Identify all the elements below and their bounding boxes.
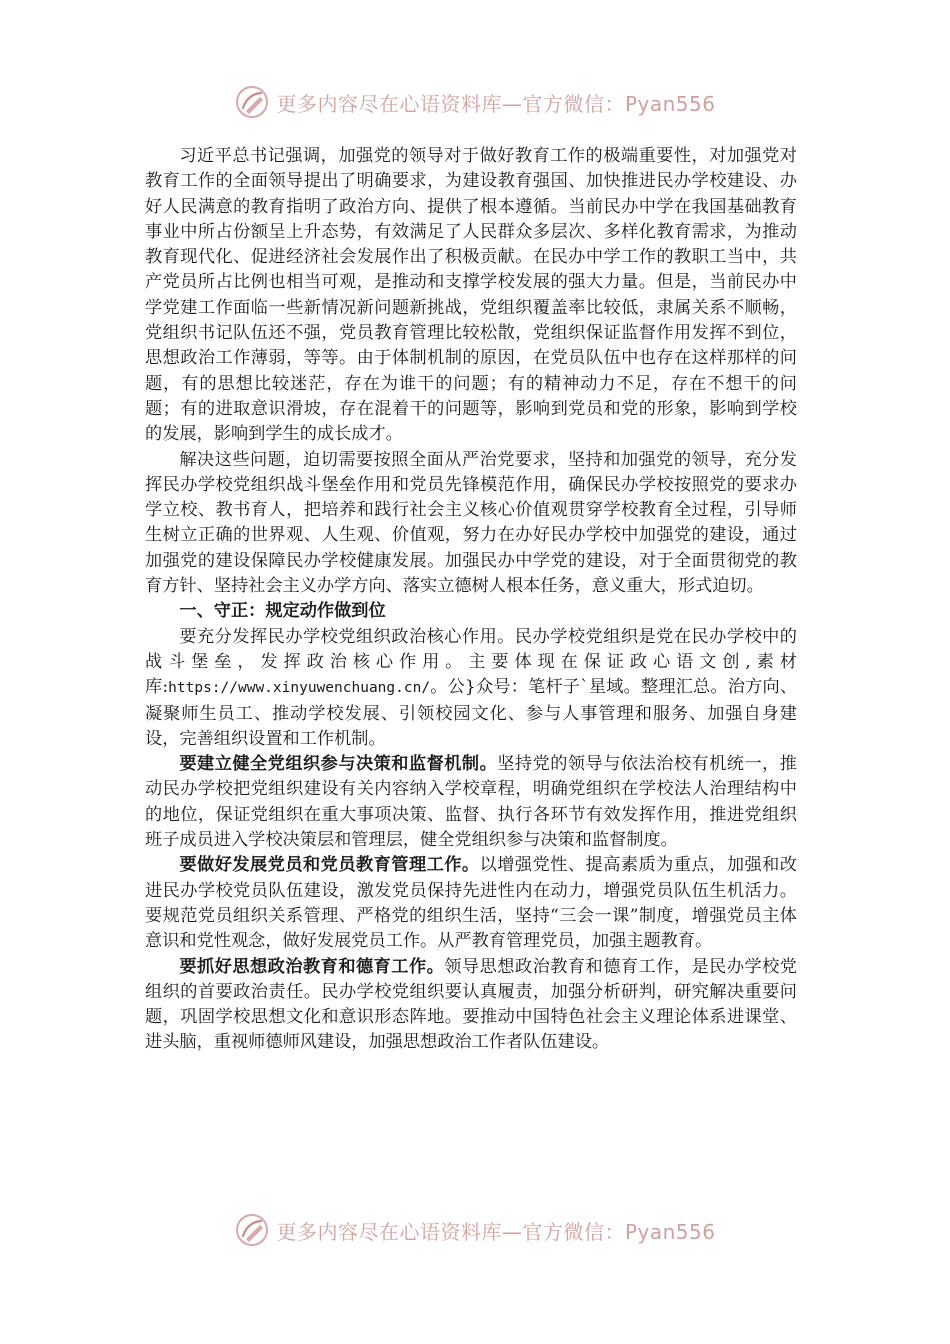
document-body xyxy=(145,144,797,1056)
paragraph-decision-mechanism xyxy=(145,752,797,853)
header-watermark-banner xyxy=(0,82,950,122)
paragraph-solution: 解决这些问题，迫切需要按照全面从严治党要求，坚持和加强党的领导，充分发挥民办学校党组织战斗堡垒作用和党员先锋模范作用，确保民办学校按照党的要求办学立校、教书育人，把培养和践行社会主义核心价值观贯穿学校教育全过程，引导师生树立正确的世界观、人生观、价值观，努力在办好民办学校中加强党的建设，通过加强党的建设保障民办学校健康发展。加强民办中学党的建设，对于全面贯彻党的教育方针、坚持社会主义办学方向、落实立德树人根本任务，意义重大，形式迫切。 xyxy=(145,449,797,597)
bold-lead: 要抓好思想政治教育和德育工作。 xyxy=(179,956,445,977)
pen-logo-icon xyxy=(234,1212,270,1248)
watermark-text: 更多内容尽在心语资料库—官方微信：Pyan556 xyxy=(276,1219,716,1244)
bold-lead: 要建立健全党组织参与决策和监督机制。 xyxy=(179,754,498,775)
watermark-text: 更多内容尽在心语资料库—官方微信：Pyan556 xyxy=(276,91,716,116)
paragraph-text: 坚持党的领导与依法治校有机统一，推动民办学校把党组织建设有关内容纳入学校章程，明确党组织在学校法人治理结构中的地位，保证党组织在重大事项决策、监督、执行各环节有效发挥作用，推进党组织班子成员进入学校决策层和管理层，健全党组织参与决策和监督制度。 xyxy=(145,754,797,851)
paragraph-text: 。公}众号：笔杆子`星域。整理汇总。治方向、凝聚师生员工、推动学校发展、引领校园文化、参与人事管理和服务、加强自身建设，完善组织设置和工作机制。 xyxy=(145,677,798,749)
bold-lead: 要做好发展党员和党员教育管理工作。 xyxy=(179,855,480,876)
footer-watermark-banner xyxy=(0,1210,950,1250)
paragraph-text: 以增强党性、提高素质为重点，加强和改进民办学校党员队伍建设，激发党员保持先进性内在动力，增强党员队伍生机活力。要规范党员组织关系管理、严格党的组织生活，坚持“三会一课”制度，增强党员主体意识和党性观念，做好发展党员工作。从严教育管理党员，加强主题教育。 xyxy=(145,855,797,952)
pen-logo-icon xyxy=(234,84,270,120)
paragraph-ideological-education xyxy=(145,955,797,1056)
paragraph-text: 要充分发挥民办学校党组织政治核心作用。民办学校党组织是党在民办学校中的战斗堡垒，发挥政治核心作用。主要体现在保证政心语文创,素材库: xyxy=(145,626,797,698)
paragraph-intro: 习近平总书记强调，加强党的领导对于做好教育工作的极端重要性，对加强党对教育工作的全面领导提出了明确要求，为建设教育强国、加快推进民办学校建设、办好人民满意的教育指明了政治方向、提供了根本遵循。当前民办中学在我国基础教育事业中所占份额呈上升态势，有效满足了人民群众多层次、多样化教育需求，为推动教育现代化、促进经济社会发展作出了积极贡献。在民办中学工作的教职工当中，共产党员所占比例也相当可观，是推动和支撑学校发展的强大力量。但是，当前民办中学党建工作面临一些新情况新问题新挑战，党组织覆盖率比较低，隶属关系不顺畅，党组织书记队伍还不强，党员教育管理比较松散，党组织保证监督作用发挥不到位，思想政治工作薄弱，等等。由于体制机制的原因，在党员队伍中也存在这样那样的问题，有的思想比较迷茫，存在为谁干的问题；有的精神动力不足，存在不想干的问题；有的进取意识滑坡，存在混着干的问题等，影响到党员和党的形象，影响到学校的发展，影响到学生的成长成才。 xyxy=(145,146,797,445)
paragraph-political-core xyxy=(145,625,797,752)
section-heading: 一、守正：规定动作做到位 xyxy=(179,601,386,622)
paragraph-party-members xyxy=(145,853,797,954)
url-text: https://www.xinyuwenchuang.cn/ xyxy=(168,680,431,697)
paragraph-text: 领导思想政治教育和德育工作，是民办学校党组织的首要政治责任。民办学校党组织要认真履责，加强分析研判，研究解决重要问题，巩固学校思想文化和意识形态阵地。要推动中国特色社会主义理论体系进课堂、进头脑，重视师德师风建设，加强思想政治工作者队伍建设。 xyxy=(145,956,797,1053)
